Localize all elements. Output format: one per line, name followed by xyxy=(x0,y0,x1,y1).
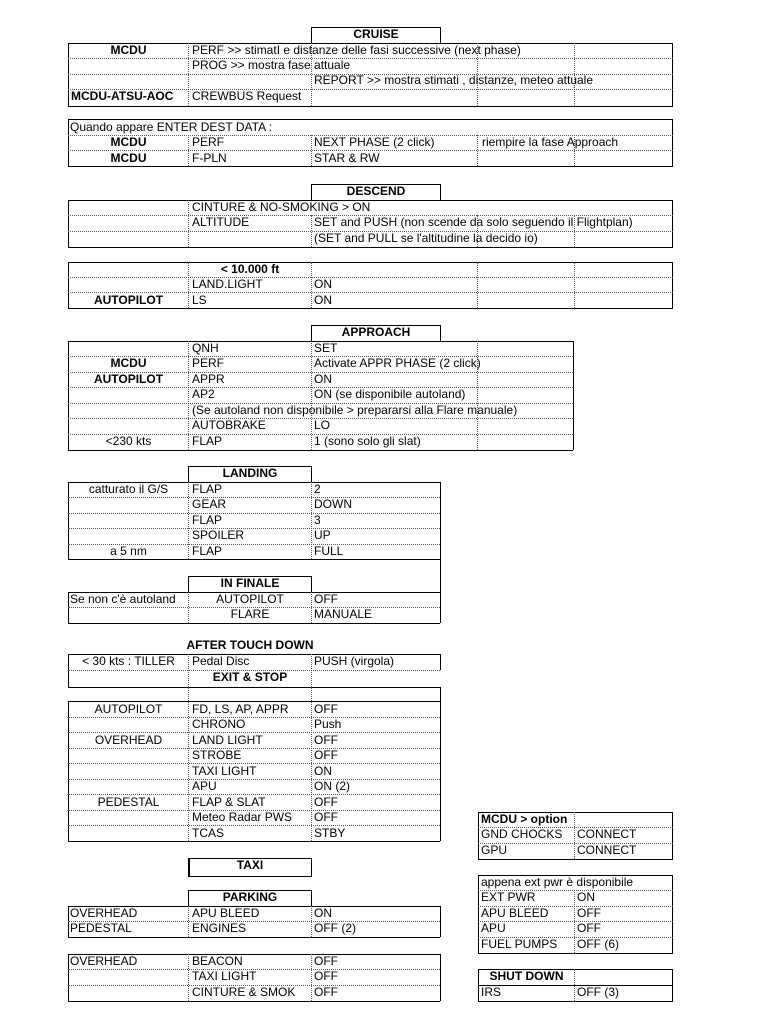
below10k-title: < 10.000 ft xyxy=(220,262,280,276)
exit-r6-item: APU xyxy=(192,779,217,793)
exit-r6-value: ON (2) xyxy=(314,779,350,793)
shutdown-r1-value: OFF (3) xyxy=(577,985,619,999)
touchdown-table-bottom xyxy=(68,687,440,688)
divider xyxy=(478,921,673,922)
exit-r1-value: OFF xyxy=(314,702,338,716)
parking-r2-value: OFF (2) xyxy=(314,921,356,935)
landing-r1-item: FLAP xyxy=(192,482,223,496)
exit-r3-value: OFF xyxy=(314,733,338,747)
approach-r3-item: APPR xyxy=(192,372,225,386)
parking-r2-group: PEDESTAL xyxy=(70,921,132,935)
divider xyxy=(311,906,312,937)
cruise-r1-device: MCDU xyxy=(110,43,147,57)
ext-pwr-r3-item: APU xyxy=(481,921,506,935)
divider xyxy=(188,341,189,450)
mcdu-option-title: MCDU > option xyxy=(481,812,568,826)
landing-r4-item: SPOILER xyxy=(192,528,245,542)
divider xyxy=(311,262,312,308)
parking-block2-right xyxy=(440,954,441,1001)
approach-r6-value: LO xyxy=(314,418,331,432)
divider xyxy=(574,890,575,953)
shutdown-divider xyxy=(478,985,673,986)
parking-r4-item: TAXI LIGHT xyxy=(192,969,257,983)
parking-r3-item: BEACON xyxy=(192,954,243,968)
cruise-r4-device: MCDU-ATSU-AOC xyxy=(71,89,174,103)
parking-r1-value: ON xyxy=(314,906,332,920)
divider xyxy=(68,748,440,749)
divider xyxy=(188,482,189,559)
parking-r3-value: OFF xyxy=(314,954,338,968)
divider xyxy=(311,341,312,450)
descend-title: DESCEND xyxy=(346,184,406,198)
cruise-r6-device: MCDU xyxy=(110,135,147,149)
touchdown-r1-value: PUSH (virgola) xyxy=(314,654,395,668)
finale-r2-item: FLARE xyxy=(230,607,270,621)
approach-title-box-right xyxy=(440,325,441,341)
divider xyxy=(311,482,312,559)
ext-pwr-bottom xyxy=(478,953,673,954)
divider xyxy=(574,262,575,308)
landing-r5-item: FLAP xyxy=(192,544,223,558)
shutdown-r1-item: IRS xyxy=(481,985,502,999)
finale-right xyxy=(440,592,441,623)
divider xyxy=(188,687,189,841)
exit-r7-value: OFF xyxy=(314,795,338,809)
cruise-r2-desc: PROG >> mostra fase attuale xyxy=(192,58,351,72)
descend-r2-item: ALTITUDE xyxy=(192,215,250,229)
approach-r4-item: AP2 xyxy=(192,387,215,401)
cruise-r1-desc: PERF >> stimatI e distanze delle fasi successive (next phase) xyxy=(192,43,521,57)
approach-r7-value: 1 (sono solo gli slat) xyxy=(314,434,421,448)
cruise-r6-note: riempire la fase Approach xyxy=(482,135,619,149)
descend-table-top xyxy=(68,200,673,201)
exit-r2-item: CHRONO xyxy=(192,717,246,731)
touchdown-r1-condition: < 30 kts : TILLER xyxy=(82,654,175,668)
divider xyxy=(68,779,440,780)
divider xyxy=(68,497,440,498)
approach-r2-value: Activate APPR PHASE (2 click) xyxy=(314,356,481,370)
descend-r1-desc: CINTURE & NO-SMOKING > ON xyxy=(192,200,371,214)
landing-r5-value: FULL xyxy=(314,544,344,558)
exit-r8-item: Meteo Radar PWS xyxy=(192,810,293,824)
exit-r1-item: FD, LS, AP, APPR xyxy=(192,702,289,716)
touchdown-right xyxy=(440,654,441,670)
divider xyxy=(68,58,673,59)
taxi-title: TAXI xyxy=(236,858,264,872)
ext-pwr-left xyxy=(478,875,479,953)
parking-block2-left xyxy=(68,954,69,1001)
cruise-block1-bottom xyxy=(68,106,673,107)
exit-r9-value: STBY xyxy=(314,826,346,840)
below10k-r2-device: AUTOPILOT xyxy=(93,293,164,307)
ext-pwr-r2-value: OFF xyxy=(577,906,601,920)
approach-r2-device: MCDU xyxy=(110,356,147,370)
approach-title: APPROACH xyxy=(341,325,411,339)
divider xyxy=(477,135,478,166)
divider xyxy=(68,717,440,718)
exit-r4-value: OFF xyxy=(314,748,338,762)
parking-table-bottom xyxy=(68,937,440,938)
divider xyxy=(311,954,312,1001)
parking-r4-value: OFF xyxy=(314,969,338,983)
approach-table-bottom xyxy=(68,450,573,451)
below10k-r2-value: ON xyxy=(314,293,332,307)
approach-r3-device: AUTOPILOT xyxy=(93,372,164,386)
approach-r1-item: QNH xyxy=(192,341,219,355)
exit-table-bottom xyxy=(68,841,440,842)
ext-pwr-right xyxy=(672,875,673,953)
cruise-r7-action: STAR & RW xyxy=(314,151,380,165)
approach-r6-item: AUTOBRAKE xyxy=(192,418,266,432)
divider xyxy=(311,654,312,687)
shutdown-title: SHUT DOWN xyxy=(489,969,564,983)
below10k-r1-item: LAND.LIGHT xyxy=(192,277,263,291)
landing-title: LANDING xyxy=(222,466,278,480)
divider xyxy=(68,513,440,514)
divider xyxy=(188,200,189,247)
divider xyxy=(574,812,575,859)
divider xyxy=(68,528,440,529)
finale-r1-item: AUTOPILOT xyxy=(216,592,284,606)
touchdown-r1-item: Pedal Disc xyxy=(192,654,250,668)
descend-title-box-right xyxy=(440,184,441,200)
descend-left xyxy=(68,200,69,247)
divider xyxy=(311,592,312,623)
parking-r3-group: OVERHEAD xyxy=(70,954,138,968)
mcdu-option-right xyxy=(672,812,673,859)
ext-pwr-r1-item: EXT PWR xyxy=(481,890,536,904)
exit-r8-value: OFF xyxy=(314,810,338,824)
exit-r3-group: OVERHEAD xyxy=(94,733,163,747)
parking-r1-group: OVERHEAD xyxy=(70,906,138,920)
parking-r1-item: APU BLEED xyxy=(192,906,260,920)
divider xyxy=(311,135,312,166)
below10k-bottom xyxy=(68,308,673,309)
divider xyxy=(188,906,189,937)
finale-title-box-right xyxy=(311,576,312,592)
shutdown-bottom xyxy=(478,1001,673,1002)
cruise-title: CRUISE xyxy=(353,27,399,41)
approach-r1-value: SET xyxy=(314,341,338,355)
mcdu-option-bottom xyxy=(478,859,673,860)
cruise-r4-desc: CREWBUS Request xyxy=(192,89,302,103)
landing-table-bottom xyxy=(68,559,440,560)
cruise-title-box-right xyxy=(440,27,441,43)
landing-title-box-right xyxy=(311,466,312,482)
landing-r5-condition: a 5 nm xyxy=(110,544,147,558)
parking-block2-bottom xyxy=(68,1001,440,1002)
landing-r2-item: GEAR xyxy=(192,497,227,511)
approach-r7-item: FLAP xyxy=(192,434,223,448)
divider xyxy=(188,954,189,1001)
landing-r1-value: 2 xyxy=(314,482,321,496)
ext-pwr-r4-item: FUEL PUMPS xyxy=(481,937,558,951)
exit-r2-value: Push xyxy=(314,717,342,731)
descend-table-bottom xyxy=(68,247,673,248)
cruise-r6-action: NEXT PHASE (2 click) xyxy=(314,135,435,149)
exit-right xyxy=(440,687,441,841)
parking-r2-item: ENGINES xyxy=(192,921,247,935)
exit-r5-item: TAXI LIGHT xyxy=(192,764,257,778)
ext-pwr-r3-value: OFF xyxy=(577,921,601,935)
landing-r2-value: DOWN xyxy=(314,497,352,511)
mcdu-option-r1-item: GND CHOCKS xyxy=(481,827,563,841)
finale-table-bottom xyxy=(68,623,440,624)
divider xyxy=(68,277,673,278)
cruise-block2-bottom xyxy=(68,166,673,167)
ext-pwr-title: appena ext pwr è disponibile xyxy=(481,875,634,889)
landing-r1-condition: catturato il G/S xyxy=(88,482,169,496)
divider xyxy=(477,262,478,308)
cruise-r5-note: Quando appare ENTER DEST DATA : xyxy=(70,120,273,134)
finale-r2-value: MANUALE xyxy=(314,607,373,621)
landing-r4-value: UP xyxy=(314,528,331,542)
approach-r3-value: ON xyxy=(314,372,332,386)
divider xyxy=(188,43,189,106)
landing-right xyxy=(440,482,441,593)
cruise-r7-item: F-PLN xyxy=(192,151,227,165)
parking-right xyxy=(440,906,441,937)
below10k-r1-value: ON xyxy=(314,277,332,291)
below10k-r2-item: LS xyxy=(192,293,207,307)
divider xyxy=(478,843,673,844)
landing-r3-value: 3 xyxy=(314,513,321,527)
parking-title-box-right xyxy=(311,890,312,906)
exit-r1-group: AUTOPILOT xyxy=(94,702,163,716)
divider xyxy=(574,969,575,1001)
parking-r5-item: CINTURE & SMOK xyxy=(192,985,296,999)
descend-right xyxy=(672,200,673,247)
cruise-r7-device: MCDU xyxy=(110,151,147,165)
divider xyxy=(68,825,440,826)
approach-right xyxy=(573,341,574,450)
ext-pwr-r4-value: OFF (6) xyxy=(577,937,619,951)
finale-r1-value: OFF xyxy=(314,592,338,606)
exit-left xyxy=(68,701,69,841)
finale-r1-condition: Se non c'è autoland xyxy=(70,592,176,606)
touchdown-title: AFTER TOUCH DOWN xyxy=(186,638,314,652)
divider xyxy=(188,135,189,166)
exit-r7-group: PEDESTAL xyxy=(97,795,160,809)
divider xyxy=(311,215,312,247)
landing-r3-item: FLAP xyxy=(192,513,223,527)
approach-r5-note: (Se autoland non disponibile > prepararsi alla Flare manuale) xyxy=(192,403,518,417)
exit-r3-item: LAND LIGHT xyxy=(192,733,263,747)
cruise-r3-desc: REPORT >> mostra stimati , distanze, meteo attuale xyxy=(314,73,594,87)
ext-pwr-r1-value: ON xyxy=(577,890,595,904)
exit-r4-item: STROBE xyxy=(192,748,242,762)
ext-pwr-r2-item: APU BLEED xyxy=(481,906,549,920)
mcdu-option-r1-value: CONNECT xyxy=(577,827,637,841)
exit-r7-item: FLAP & SLAT xyxy=(192,795,266,809)
approach-r4-value: ON (se disponibile autoland) xyxy=(314,387,466,401)
below10k-top xyxy=(68,262,673,263)
divider xyxy=(311,687,312,841)
descend-r2-action: SET and PUSH (non scende da solo seguendo il Flightplan) xyxy=(314,215,633,229)
finale-title: IN FINALE xyxy=(220,576,280,590)
mcdu-option-r2-value: CONNECT xyxy=(577,843,637,857)
approach-r7-condition: <230 kts xyxy=(105,434,152,448)
cruise-block2-right xyxy=(672,119,673,166)
approach-r2-item: PERF xyxy=(192,356,225,370)
mcdu-option-left xyxy=(478,812,479,859)
below10k-right xyxy=(672,262,673,308)
exit-r9-item: TCAS xyxy=(192,826,225,840)
mcdu-option-r2-item: GPU xyxy=(481,843,508,857)
exit-title: EXIT & STOP xyxy=(212,670,288,684)
parking-r5-value: OFF xyxy=(314,985,338,999)
parking-title: PARKING xyxy=(222,890,278,904)
exit-r5-value: ON xyxy=(314,764,332,778)
descend-r3-note: (SET and PULL se l'altitudine la decido io) xyxy=(314,231,538,245)
cruise-r6-item: PERF xyxy=(192,135,225,149)
